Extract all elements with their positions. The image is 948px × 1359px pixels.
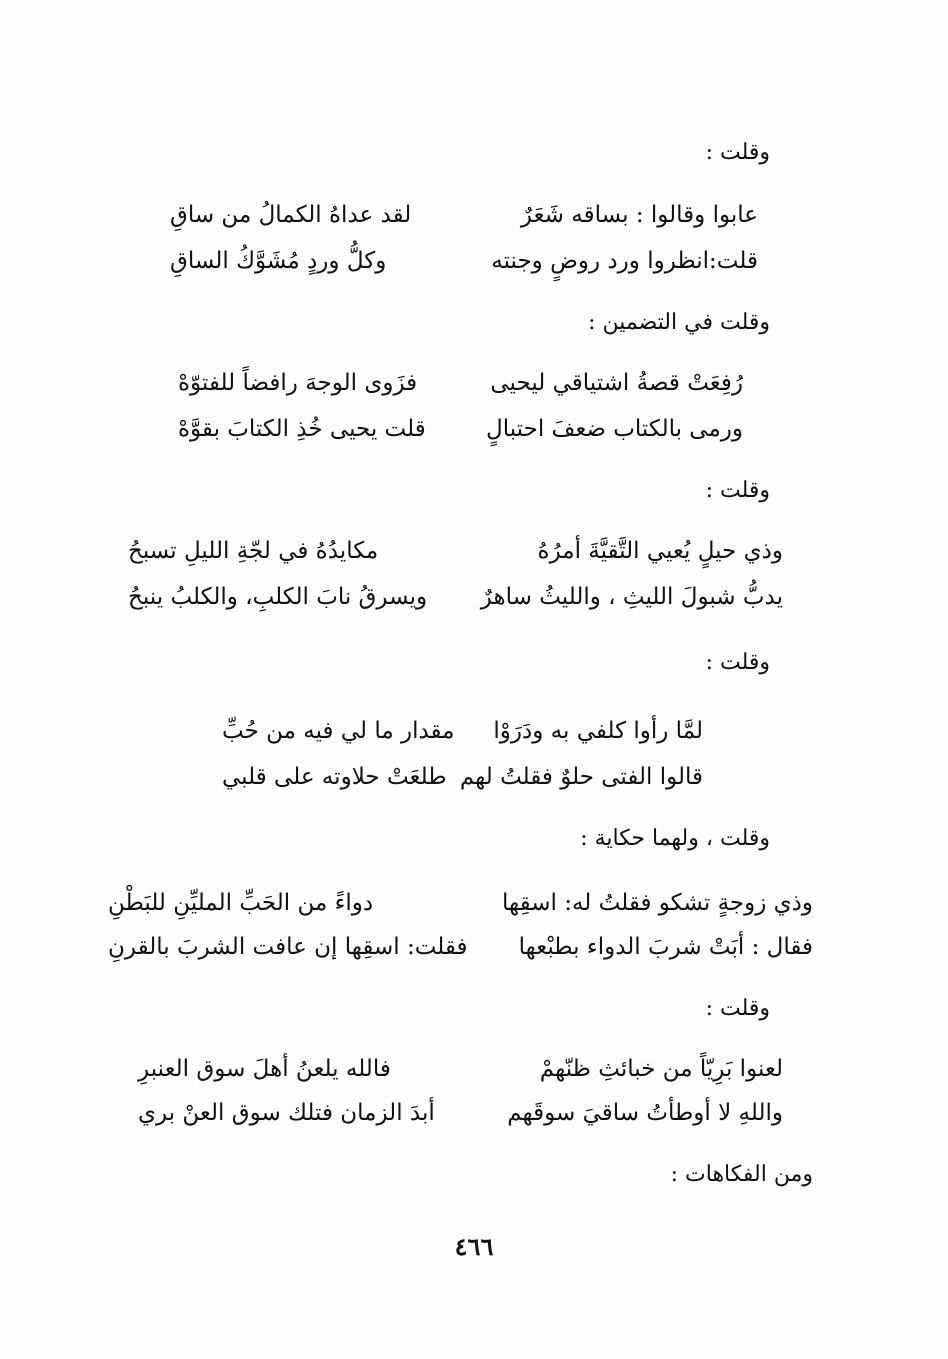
verse-left-hemistich: أبدَ الزمان فتلك سوق العنْ بري [138, 1100, 435, 1126]
verse-right-hemistich: لعنوا بَرِيّاً من خبائثِ ظنّهمْ [539, 1056, 783, 1082]
verse-right-hemistich: قلت:انظروا ورد روضٍ وجنته [491, 248, 758, 274]
section-heading: وقلت ، ولهما حكاية : [580, 826, 770, 851]
verse-left-hemistich: ويسرقُ نابَ الكلبِ، والكلبُ ينبحُ [128, 584, 428, 610]
verse-right-hemistich: وذي حيلٍ يُعيي التَّقيَّةَ أمرُهُ [537, 538, 783, 564]
verse-left-hemistich: دواءً من الحَبِّ المليِّنِ للبَطْنِ [108, 890, 374, 916]
section-heading: وقلت في التضمين : [588, 310, 770, 335]
verse-right-hemistich: عابوا وقالوا : بساقه شَعَرٌ [520, 202, 758, 228]
verse-left-hemistich: لقد عداهُ الكمالُ من ساقِ [170, 202, 412, 228]
verse-left-hemistich: طلعَتْ حلاوته على قلبي [222, 764, 447, 790]
section-heading: وقلت : [705, 478, 770, 503]
verse-right-hemistich: رُفِعَتْ قصةُ اشتياقي ليحيى [490, 370, 743, 396]
section-heading: وقلت : [705, 650, 770, 675]
verse-right-hemistich: واللهِ لا أوطأتُ ساقيَ سوقَهم [507, 1100, 783, 1126]
page-number: ٤٦٦ [454, 1232, 494, 1261]
verse-left-hemistich: مكايدُهُ في لجّةِ الليلِ تسبحُ [128, 538, 379, 564]
verse-right-hemistich: فقال : أبَتْ شربَ الدواء بطبْعها [518, 934, 813, 960]
verse-right-hemistich: قالوا الفتى حلوٌ فقلتُ لهم [459, 764, 703, 790]
verse-right-hemistich: يدبُّ شبولَ الليثِ ، والليثُ ساهرٌ [480, 584, 783, 610]
verse-left-hemistich: وكلُّ وردٍ مُشَوَّكُ الساقِ [170, 248, 387, 274]
section-heading: وقلت : [705, 140, 770, 165]
section-heading: وقلت : [705, 996, 770, 1021]
verse-right-hemistich: لمَّا رأوا كلفي به ودَرَوْا [493, 718, 703, 744]
verse-left-hemistich: قلت يحيى خُذِ الكتابَ بقوَّهْ [178, 416, 426, 442]
verse-right-hemistich: ورمى بالكتاب ضعفَ احتبالٍ [486, 416, 743, 442]
verse-left-hemistich: فقلت: اسقِها إن عافت الشربَ بالقرنِ [108, 934, 468, 960]
section-heading: ومن الفكاهات : [670, 1162, 813, 1187]
verse-left-hemistich: فزَوى الوجهَ رافضاً للفتوّهْ [178, 370, 418, 396]
verse-left-hemistich: فالله يلعنُ أهلَ سوق العنبرِ [138, 1056, 391, 1082]
verse-right-hemistich: وذي زوجةٍ تشكو فقلتُ له: اسقِها [502, 890, 813, 916]
verse-left-hemistich: مقدار ما لي فيه من حُبِّ [222, 718, 455, 744]
